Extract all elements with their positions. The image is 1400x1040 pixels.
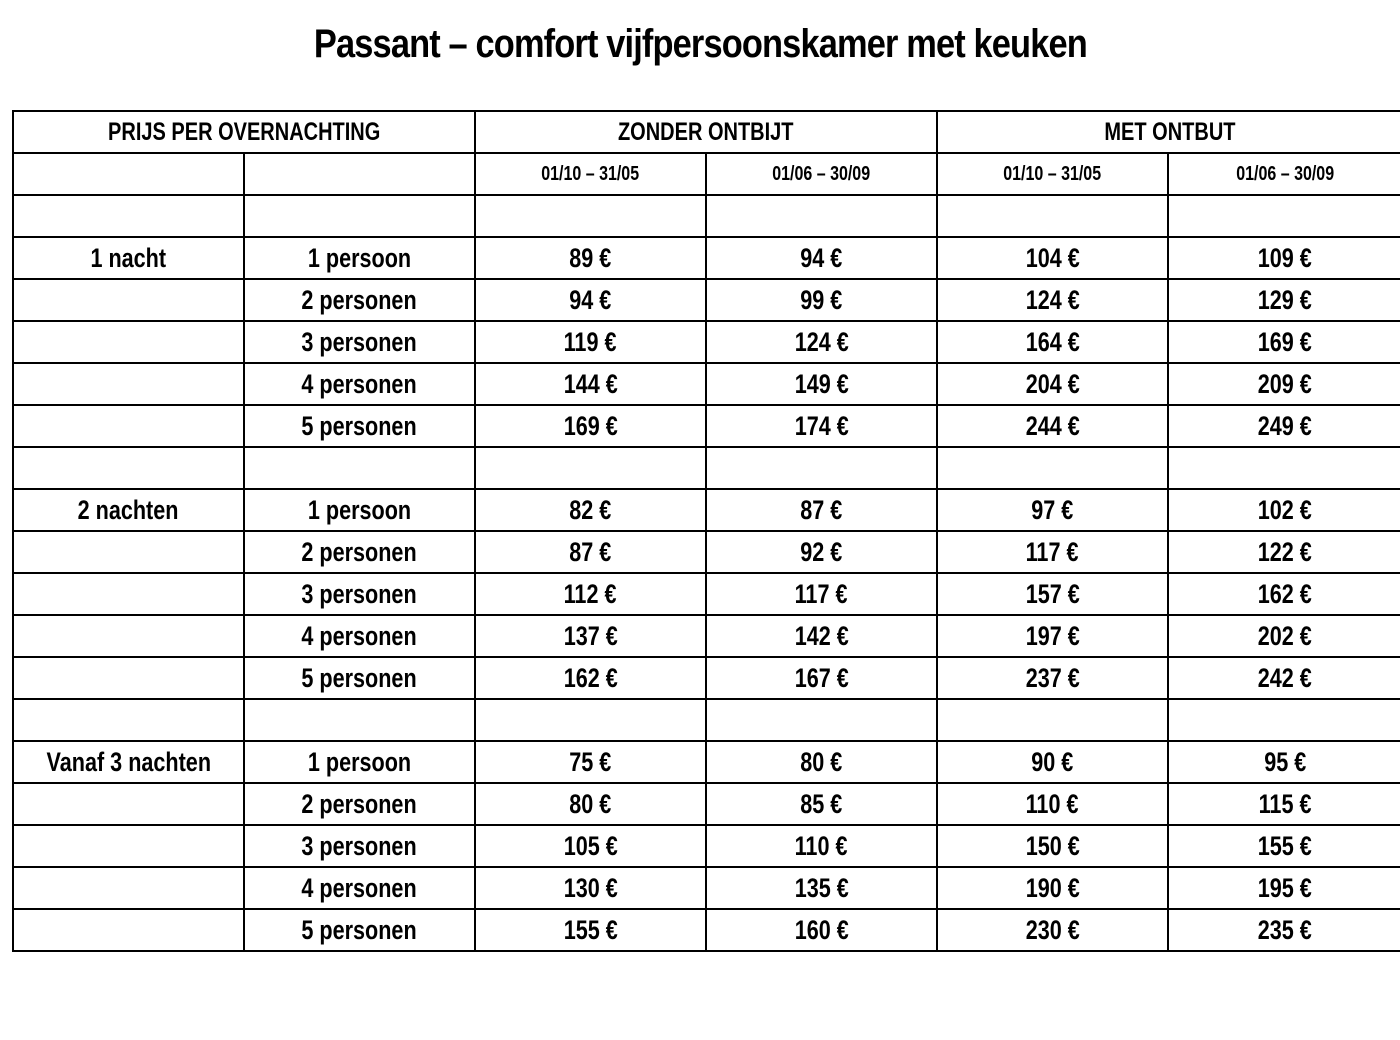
empty-cell bbox=[244, 195, 475, 237]
price-value: 124 € bbox=[1025, 284, 1080, 315]
price-value: 249 € bbox=[1257, 410, 1313, 441]
price-cell bbox=[475, 489, 706, 531]
price-value: 167 € bbox=[794, 662, 849, 693]
header-cell-with-breakfast bbox=[937, 111, 1400, 153]
nights-cell bbox=[13, 321, 244, 363]
persons-cell bbox=[244, 531, 475, 573]
empty-cell bbox=[475, 699, 706, 741]
price-value: 197 € bbox=[1025, 620, 1080, 651]
price-cell bbox=[475, 657, 706, 699]
empty-cell bbox=[937, 195, 1168, 237]
price-cell bbox=[475, 867, 706, 909]
persons-label: 4 personen bbox=[301, 872, 418, 903]
price-cell bbox=[475, 783, 706, 825]
table-row bbox=[13, 741, 1400, 783]
price-value: 135 € bbox=[794, 872, 849, 903]
price-value: 162 € bbox=[1257, 578, 1313, 609]
period-cell bbox=[1168, 153, 1400, 195]
price-cell bbox=[937, 363, 1168, 405]
persons-label: 2 personen bbox=[301, 536, 418, 567]
nights-cell bbox=[13, 363, 244, 405]
empty-cell bbox=[706, 195, 937, 237]
persons-label: 3 personen bbox=[301, 326, 418, 357]
price-cell bbox=[1168, 615, 1400, 657]
page-title: Passant – comfort vijfpersoonskamer met keuken bbox=[313, 22, 1087, 66]
empty-cell bbox=[1168, 699, 1400, 741]
table-row bbox=[13, 237, 1400, 279]
nights-cell bbox=[13, 279, 244, 321]
price-table bbox=[12, 110, 1400, 952]
price-cell bbox=[937, 237, 1168, 279]
persons-cell bbox=[244, 657, 475, 699]
price-value: 85 € bbox=[800, 788, 843, 819]
persons-label: 5 personen bbox=[301, 662, 418, 693]
period-cell bbox=[706, 153, 937, 195]
empty-cell bbox=[475, 447, 706, 489]
price-value: 169 € bbox=[1257, 326, 1313, 357]
price-value: 149 € bbox=[794, 368, 849, 399]
header-label: PRIJS PER OVERNACHTING bbox=[107, 117, 381, 146]
persons-cell bbox=[244, 867, 475, 909]
empty-cell bbox=[13, 153, 244, 195]
table-row bbox=[13, 531, 1400, 573]
persons-label: 4 personen bbox=[301, 620, 418, 651]
empty-cell bbox=[1168, 447, 1400, 489]
price-cell bbox=[1168, 741, 1400, 783]
price-cell bbox=[706, 741, 937, 783]
price-value: 82 € bbox=[569, 494, 612, 525]
table-row bbox=[13, 825, 1400, 867]
price-cell bbox=[1168, 657, 1400, 699]
price-value: 195 € bbox=[1257, 872, 1313, 903]
nights-cell bbox=[13, 867, 244, 909]
persons-label: 2 personen bbox=[301, 788, 418, 819]
price-value: 117 € bbox=[795, 578, 848, 609]
empty-cell bbox=[13, 447, 244, 489]
spacer-row bbox=[13, 195, 1400, 237]
price-value: 157 € bbox=[1025, 578, 1080, 609]
price-value: 119 € bbox=[564, 326, 617, 357]
nights-cell bbox=[13, 909, 244, 951]
price-value: 235 € bbox=[1257, 914, 1313, 945]
price-cell bbox=[1168, 489, 1400, 531]
price-table-body bbox=[13, 111, 1400, 951]
period-label: 01/06 – 30/09 bbox=[772, 162, 871, 185]
persons-label: 1 persoon bbox=[307, 494, 412, 525]
price-value: 142 € bbox=[794, 620, 849, 651]
header-group-without-breakfast: ZONDER ONTBIJT bbox=[618, 117, 794, 146]
header-cell-price-per-night bbox=[13, 111, 475, 153]
empty-cell bbox=[244, 153, 475, 195]
header-cell-without-breakfast bbox=[475, 111, 937, 153]
price-cell bbox=[706, 573, 937, 615]
empty-cell bbox=[937, 447, 1168, 489]
price-cell bbox=[475, 531, 706, 573]
persons-label: 5 personen bbox=[301, 410, 418, 441]
empty-cell bbox=[244, 699, 475, 741]
table-row bbox=[13, 573, 1400, 615]
price-cell bbox=[475, 825, 706, 867]
price-value: 104 € bbox=[1025, 242, 1080, 273]
persons-cell bbox=[244, 573, 475, 615]
price-value: 112 € bbox=[564, 578, 617, 609]
price-value: 190 € bbox=[1025, 872, 1080, 903]
nights-cell bbox=[13, 237, 244, 279]
price-cell bbox=[475, 237, 706, 279]
price-value: 117 € bbox=[1026, 536, 1079, 567]
period-cell bbox=[937, 153, 1168, 195]
price-cell bbox=[1168, 237, 1400, 279]
price-cell bbox=[937, 489, 1168, 531]
persons-cell bbox=[244, 825, 475, 867]
persons-cell bbox=[244, 909, 475, 951]
price-cell bbox=[706, 909, 937, 951]
price-cell bbox=[937, 573, 1168, 615]
table-row bbox=[13, 489, 1400, 531]
price-cell bbox=[475, 363, 706, 405]
period-label: 01/06 – 30/09 bbox=[1236, 162, 1334, 185]
table-row bbox=[13, 867, 1400, 909]
price-value: 155 € bbox=[563, 914, 618, 945]
spacer-row bbox=[13, 699, 1400, 741]
price-value: 160 € bbox=[794, 914, 849, 945]
price-value: 89 € bbox=[569, 242, 612, 273]
table-row bbox=[13, 657, 1400, 699]
price-cell bbox=[1168, 867, 1400, 909]
price-value: 105 € bbox=[563, 830, 618, 861]
spacer-row bbox=[13, 447, 1400, 489]
persons-cell bbox=[244, 237, 475, 279]
empty-cell bbox=[475, 195, 706, 237]
empty-cell bbox=[937, 699, 1168, 741]
price-cell bbox=[1168, 783, 1400, 825]
price-cell bbox=[706, 825, 937, 867]
price-value: 75 € bbox=[569, 746, 612, 777]
empty-cell bbox=[1168, 195, 1400, 237]
price-value: 202 € bbox=[1257, 620, 1313, 651]
period-label: 01/10 – 31/05 bbox=[541, 162, 640, 185]
table-row bbox=[13, 405, 1400, 447]
persons-cell bbox=[244, 783, 475, 825]
price-value: 144 € bbox=[563, 368, 618, 399]
price-value: 174 € bbox=[794, 410, 849, 441]
price-value: 94 € bbox=[569, 284, 612, 315]
empty-cell bbox=[244, 447, 475, 489]
table-row bbox=[13, 783, 1400, 825]
nights-cell bbox=[13, 489, 244, 531]
nights-cell bbox=[13, 783, 244, 825]
price-cell bbox=[706, 405, 937, 447]
price-value: 162 € bbox=[563, 662, 618, 693]
table-row bbox=[13, 363, 1400, 405]
table-row bbox=[13, 909, 1400, 951]
persons-cell bbox=[244, 741, 475, 783]
table-row bbox=[13, 615, 1400, 657]
price-value: 122 € bbox=[1257, 536, 1313, 567]
price-cell bbox=[706, 657, 937, 699]
price-cell bbox=[706, 489, 937, 531]
price-value: 130 € bbox=[563, 872, 618, 903]
price-value: 109 € bbox=[1257, 242, 1313, 273]
persons-label: 4 personen bbox=[301, 368, 418, 399]
price-value: 110 € bbox=[795, 830, 848, 861]
price-cell bbox=[937, 657, 1168, 699]
price-cell bbox=[706, 237, 937, 279]
table-header-row bbox=[13, 111, 1400, 153]
price-cell bbox=[937, 783, 1168, 825]
empty-cell bbox=[13, 699, 244, 741]
price-value: 80 € bbox=[800, 746, 843, 777]
empty-cell bbox=[13, 195, 244, 237]
period-header-row bbox=[13, 153, 1400, 195]
price-value: 94 € bbox=[800, 242, 843, 273]
persons-cell bbox=[244, 321, 475, 363]
persons-label: 3 personen bbox=[301, 830, 418, 861]
price-value: 87 € bbox=[569, 536, 612, 567]
price-cell bbox=[475, 321, 706, 363]
price-cell bbox=[937, 405, 1168, 447]
price-value: 244 € bbox=[1025, 410, 1080, 441]
price-value: 150 € bbox=[1025, 830, 1080, 861]
price-cell bbox=[1168, 279, 1400, 321]
price-value: 137 € bbox=[563, 620, 618, 651]
price-cell bbox=[706, 531, 937, 573]
persons-cell bbox=[244, 363, 475, 405]
price-value: 80 € bbox=[569, 788, 612, 819]
header-group-with-breakfast: MET ONTBUT bbox=[1103, 117, 1236, 146]
empty-cell bbox=[706, 447, 937, 489]
persons-cell bbox=[244, 615, 475, 657]
price-cell bbox=[937, 321, 1168, 363]
price-cell bbox=[1168, 321, 1400, 363]
persons-label: 5 personen bbox=[301, 914, 418, 945]
price-cell bbox=[706, 783, 937, 825]
persons-cell bbox=[244, 279, 475, 321]
persons-label: 2 personen bbox=[301, 284, 418, 315]
persons-label: 1 persoon bbox=[307, 242, 412, 273]
table-row bbox=[13, 321, 1400, 363]
price-value: 92 € bbox=[800, 536, 843, 567]
price-value: 204 € bbox=[1025, 368, 1080, 399]
price-cell bbox=[706, 363, 937, 405]
nights-cell bbox=[13, 531, 244, 573]
price-cell bbox=[937, 741, 1168, 783]
price-value: 155 € bbox=[1257, 830, 1313, 861]
price-cell bbox=[475, 615, 706, 657]
price-value: 242 € bbox=[1257, 662, 1313, 693]
period-label: 01/10 – 31/05 bbox=[1003, 162, 1102, 185]
price-cell bbox=[475, 741, 706, 783]
price-cell bbox=[1168, 909, 1400, 951]
persons-label: 3 personen bbox=[301, 578, 418, 609]
persons-cell bbox=[244, 489, 475, 531]
nights-label: 1 nacht bbox=[90, 242, 167, 273]
price-value: 97 € bbox=[1031, 494, 1074, 525]
price-cell bbox=[1168, 363, 1400, 405]
nights-cell bbox=[13, 825, 244, 867]
price-value: 95 € bbox=[1263, 746, 1307, 777]
nights-cell bbox=[13, 405, 244, 447]
price-value: 102 € bbox=[1257, 494, 1313, 525]
price-cell bbox=[475, 279, 706, 321]
price-cell bbox=[937, 531, 1168, 573]
nights-cell bbox=[13, 573, 244, 615]
price-value: 164 € bbox=[1025, 326, 1080, 357]
price-cell bbox=[937, 867, 1168, 909]
price-value: 99 € bbox=[800, 284, 843, 315]
nights-label: Vanaf 3 nachten bbox=[46, 746, 211, 777]
nights-cell bbox=[13, 657, 244, 699]
price-value: 90 € bbox=[1031, 746, 1074, 777]
price-value: 209 € bbox=[1257, 368, 1313, 399]
period-cell bbox=[475, 153, 706, 195]
price-value: 237 € bbox=[1025, 662, 1080, 693]
price-cell bbox=[937, 825, 1168, 867]
price-cell bbox=[706, 321, 937, 363]
price-cell bbox=[937, 615, 1168, 657]
price-value: 169 € bbox=[563, 410, 618, 441]
nights-cell bbox=[13, 741, 244, 783]
price-cell bbox=[706, 279, 937, 321]
empty-cell bbox=[706, 699, 937, 741]
price-value: 230 € bbox=[1025, 914, 1080, 945]
nights-cell bbox=[13, 615, 244, 657]
price-cell bbox=[1168, 405, 1400, 447]
price-value: 124 € bbox=[794, 326, 849, 357]
price-cell bbox=[475, 573, 706, 615]
price-value: 87 € bbox=[800, 494, 843, 525]
price-value: 110 € bbox=[1026, 788, 1079, 819]
price-cell bbox=[475, 909, 706, 951]
nights-label: 2 nachten bbox=[78, 494, 179, 525]
price-cell bbox=[1168, 531, 1400, 573]
price-cell bbox=[1168, 825, 1400, 867]
price-value: 129 € bbox=[1257, 284, 1313, 315]
price-cell bbox=[937, 279, 1168, 321]
price-value: 115 € bbox=[1258, 788, 1312, 819]
persons-cell bbox=[244, 405, 475, 447]
price-cell bbox=[706, 615, 937, 657]
price-cell bbox=[1168, 573, 1400, 615]
table-row bbox=[13, 279, 1400, 321]
price-cell bbox=[706, 867, 937, 909]
price-cell bbox=[475, 405, 706, 447]
price-cell bbox=[937, 909, 1168, 951]
persons-label: 1 persoon bbox=[307, 746, 412, 777]
